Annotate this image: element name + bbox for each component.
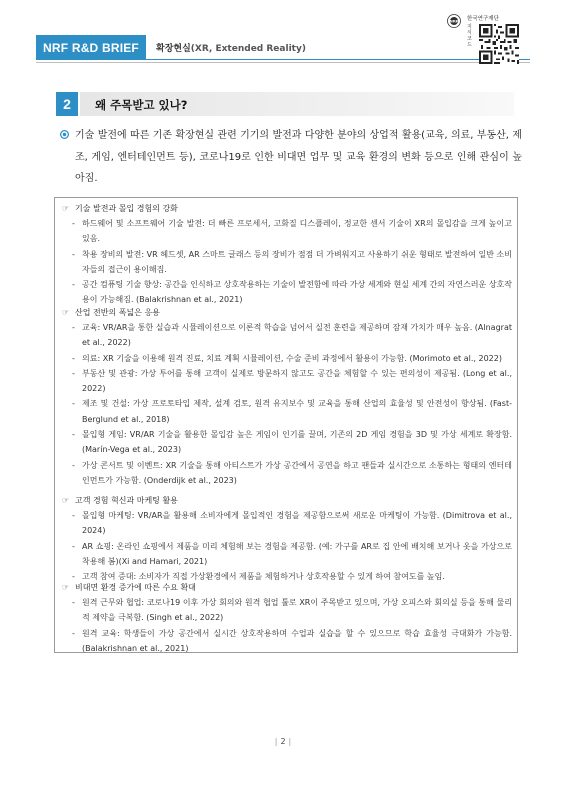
- group-heading-text: 산업 전반의 폭넓은 응용: [75, 308, 160, 317]
- header-title-sub: (XR, Extended Reality): [190, 44, 306, 54]
- list-item: - 의료: XR 기술을 이용해 원격 진료, 치료 계획 시뮬레이션, 수술 준비 과정에서 활용이 가능함. (Morimoto et al., 2022): [72, 353, 502, 363]
- list-item-text: 의료: XR 기술을 이용해 원격 진료, 치료 계획 시뮬레이션, 수술 준비 과정에서 활용이 가능함. (Morimoto et al., 2022): [82, 353, 502, 363]
- group-heading-text: 고객 경험 혁신과 마케팅 활용: [75, 496, 178, 505]
- list-item: - 가상 콘서트 및 이벤트: XR 기술을 통해 아티스트가 가상 공간에서 공연을 하고 팬들과 실시간으로 소통하는 형태의 엔터테인먼트가 가능함. (Onderdijk et al., 2023): [72, 460, 512, 485]
- group-tech-advance: [62, 201, 512, 308]
- group-customer-marketing: [62, 493, 512, 584]
- section-number: 2: [56, 92, 78, 116]
- list-item: - 제조 및 건설: 가상 프로토타입 제작, 설계 검토, 원격 유지보수 및 교육을 통해 산업의 효율성 및 안전성이 향상됨. (Fast-Berglund et al., 2018): [72, 399, 512, 424]
- list-item-text: 부동산 및 관광: 가상 투어를 통해 고객이 실제로 방문하지 않고도 공간을 체험할 수 있는 편의성이 제공됨. (Long et al., 2022): [82, 368, 512, 394]
- group-heading: [62, 580, 512, 595]
- list-item-text: 고객 참여 증대: 소비자가 직접 가상환경에서 제품을 체험하거나 상호작용할 수 있게 하여 참여도를 높임.: [82, 572, 445, 582]
- group-heading-text: 비대면 환경 증가에 따른 수요 확대: [75, 583, 196, 592]
- pointing-hand-icon: ☞: [62, 583, 70, 592]
- pointing-hand-icon: ☞: [62, 496, 70, 505]
- group-heading-text: 기술 발전과 몰입 경험의 강화: [75, 204, 178, 213]
- group-heading: [62, 493, 512, 508]
- list-item: - 부동산 및 관광: 가상 투어를 통해 고객이 실제로 방문하지 않고도 공간을 체험할 수 있는 편의성이 제공됨. (Long et al., 2022): [72, 368, 512, 394]
- intro-paragraph: 기술 발전에 따른 기존 확장현실 관련 기기의 발전과 다양한 분야의 상업적 활용(교육, 의료, 부동산, 제조, 게임, 엔터테인먼트 등), 코로나19로 인한 비대면 업무 및 교육 환경의 변화 등으로 인해 관심이 높아짐.: [75, 130, 522, 184]
- nrf-logo-text: NRF: [449, 18, 459, 24]
- vertical-label: 지식코드: [467, 24, 472, 48]
- list-item: - AR 쇼핑: 온라인 쇼핑에서 제품을 미리 체험해 보는 경험을 제공함. (예: 가구를 AR로 집 안에 배치해 보거나 옷을 가상으로 착용해 봄)(Xi and Hamari, 2021): [72, 541, 512, 566]
- nrf-logo-icon: [447, 14, 461, 28]
- list-item: - 하드웨어 및 소프트웨어 기술 발전: 더 빠른 프로세서, 고화질 디스플레이, 정교한 센서 기술이 XR의 몰입감을 크게 높이고 있음.: [72, 219, 512, 244]
- list-item-text: 하드웨어 및 소프트웨어 기술 발전: 더 빠른 프로세서, 고화질 디스플레이, 정교한 센서 기술이 XR의 몰입감을 크게 높이고 있음.: [82, 219, 512, 244]
- list-item: - 몰입형 마케팅: VR/AR을 활용해 소비자에게 몰입적인 경험을 제공함으로써 새로운 마케팅이 가능함. (Dimitrova et al., 2024): [72, 511, 512, 536]
- list-item: - 고객 참여 증대: 소비자가 직접 가상환경에서 제품을 체험하거나 상호작용할 수 있게 하여 참여도를 높임.: [72, 572, 445, 582]
- list-item: - 공간 컴퓨팅 기술 향상: 공간을 인식하고 상호작용하는 기술이 발전함에 따라 가상 세계와 현실 세계 간의 자연스러운 상호작용이 가능해짐. (Balakrishnan et al., 2021): [72, 280, 512, 305]
- list-item-text: 몰입형 마케팅: VR/AR을 활용해 소비자에게 몰입적인 경험을 제공함으로써 새로운 마케팅이 가능함. (Dimitrova et al., 2024): [82, 511, 512, 536]
- pointing-hand-icon: ☞: [62, 308, 70, 317]
- circle-bullet-icon: [60, 130, 69, 139]
- group-heading: [62, 201, 512, 216]
- list-item-text: 공간 컴퓨팅 기술 향상: 공간을 인식하고 상호작용하는 기술이 발전함에 따라 가상 세계와 현실 세계 간의 자연스러운 상호작용이 가능해짐. (Balakrishnan et al., 2021): [82, 280, 512, 305]
- section-title: 왜 주목받고 있나?: [95, 98, 188, 112]
- header-rule-thin: [36, 62, 530, 63]
- header-title: [156, 41, 306, 54]
- list-item-text: 착용 장비의 발전: VR 헤드셋, AR 스마트 글래스 등의 장비가 점점 더 가벼워지고 사용하기 쉬운 형태로 발전하여 일반 소비자들의 접근이 용이해짐.: [82, 249, 512, 274]
- list-item-text: 원격 교육: 학생들이 가상 공간에서 실시간 상호작용하며 수업과 실습을 할 수 있으므로 학습 효율성 극대화가 가능함. (Balakrishnan et al., 2021): [82, 628, 512, 653]
- list-item-text: 몰입형 게임: VR/AR 기술을 활용한 몰입감 높은 게임이 인기를 끌며, 기존의 2D 게임 경험을 3D 및 가상 세계로 확장함. (Marín-Vega et al., 2023): [82, 430, 512, 455]
- header-title-main: 확장현실: [156, 44, 191, 54]
- list-item-text: 가상 콘서트 및 이벤트: XR 기술을 통해 아티스트가 가상 공간에서 공연을 하고 팬들과 실시간으로 소통하는 형태의 엔터테인먼트가 가능함. (Onderdijk et al., 2023): [82, 460, 512, 485]
- page-number: 2: [280, 737, 286, 746]
- qr-code-icon[interactable]: [479, 23, 519, 65]
- list-item: - 착용 장비의 발전: VR 헤드셋, AR 스마트 글래스 등의 장비가 점점 더 가벼워지고 사용하기 쉬운 형태로 발전하여 일반 소비자들의 접근이 용이해짐.: [72, 249, 512, 274]
- list-item-text: 교육: VR/AR을 통한 실습과 시뮬레이션으로 이론적 학습을 넘어서 실전 훈련을 제공하며 잠재 가치가 매우 높음. (Alnagrat et al., 2022): [82, 323, 512, 348]
- group-remote-demand: [62, 580, 512, 656]
- list-item-text: 원격 근무와 협업: 코로나19 이후 가상 회의와 원격 협업 툴로 XR이 주목받고 있으며, 가상 오피스와 회의실 등을 통해 물리적 제약을 극복함. (Singh et al., 2022): [82, 598, 512, 623]
- list-item: - 몰입형 게임: VR/AR 기술을 활용한 몰입감 높은 게임이 인기를 끌며, 기존의 2D 게임 경험을 3D 및 가상 세계로 확장함. (Marín-Vega et al., 2023): [72, 430, 512, 455]
- org-name: 한국연구재단: [467, 16, 499, 22]
- brief-label: NRF R&D BRIEF: [36, 35, 146, 60]
- list-item: - 원격 근무와 협업: 코로나19 이후 가상 회의와 원격 협업 툴로 XR이 주목받고 있으며, 가상 오피스와 회의실 등을 통해 물리적 제약을 극복함. (Singh et al., 2022): [72, 598, 512, 623]
- header-rule: [36, 59, 530, 60]
- list-item: - 교육: VR/AR을 통한 실습과 시뮬레이션으로 이론적 학습을 넘어서 실전 훈련을 제공하며 잠재 가치가 매우 높음. (Alnagrat et al., 2022): [72, 323, 512, 348]
- list-item-text: 제조 및 건설: 가상 프로토타입 제작, 설계 검토, 원격 유지보수 및 교육을 통해 산업의 효율성 및 안전성이 향상됨. (Fast-Berglund et al., 2018): [82, 399, 512, 424]
- group-heading: [62, 305, 512, 320]
- pointing-hand-icon: ☞: [62, 204, 70, 213]
- page-footer: | 2 |: [274, 737, 292, 746]
- group-industry-apps: [62, 305, 512, 488]
- page-header: [0, 0, 566, 60]
- list-item-text: AR 쇼핑: 온라인 쇼핑에서 제품을 미리 체험해 보는 경험을 제공함. (예: 가구를 AR로 집 안에 배치해 보거나 옷을 가상으로 착용해 봄)(Xi and Hamari, 2021): [82, 541, 512, 566]
- list-item: - 원격 교육: 학생들이 가상 공간에서 실시간 상호작용하며 수업과 실습을 할 수 있으므로 학습 효율성 극대화가 가능함. (Balakrishnan et al., 2021): [72, 628, 512, 653]
